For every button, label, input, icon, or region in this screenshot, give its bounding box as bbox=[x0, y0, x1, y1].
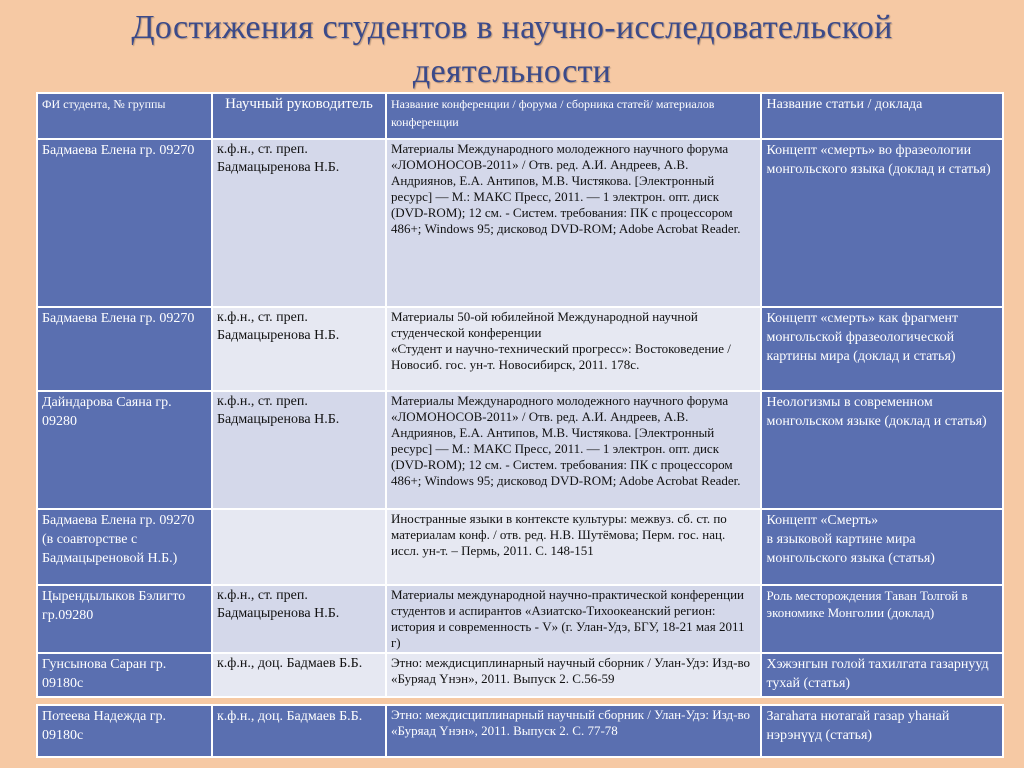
cell-student: Потеева Надежда гр. 09180с bbox=[37, 705, 212, 757]
cell-conference: Этно: междисциплинарный научный сборник / Улан-Удэ: Изд-во «Буряад Үнэн», 2011. Выпуск 2. С.56-59 bbox=[386, 653, 762, 697]
cell-article: Загаhата нютагай газар уhанай нэрэнүүд (статья) bbox=[761, 705, 1003, 757]
cell-supervisor: к.ф.н., доц. Бадмаев Б.Б. bbox=[212, 705, 386, 757]
table-row bbox=[37, 307, 1003, 391]
cell-article: Концепт «смерть» во фразеологии монгольского языка (доклад и статья) bbox=[761, 139, 1003, 307]
cell-student: Гунсынова Саран гр. 09180с bbox=[37, 653, 212, 697]
cell-conference: Материалы 50-ой юбилейной Международной научной студенческой конференции «Студент и научно-технический прогресс»: Востоковедение / Новосиб. гос. ун-т. Новосибирск, 2011. 178с. bbox=[386, 307, 762, 391]
table-row bbox=[37, 391, 1003, 509]
cell-article: Хэжэнгын голой тахилгата газарнууд тухай (статья) bbox=[761, 653, 1003, 697]
achievements-table bbox=[36, 92, 1004, 758]
slide-title bbox=[0, 6, 1024, 94]
cell-conference: Иностранные языки в контексте культуры: межвуз. сб. ст. по материалам конф. / отв. ред. Н.В. Шутёмова; Перм. гос. нац. иссл. ун-т. – Пермь, 2011. С. 148-151 bbox=[386, 509, 762, 585]
cell-supervisor: к.ф.н., ст. преп. Бадмацыренова Н.Б. bbox=[212, 307, 386, 391]
cell-supervisor: к.ф.н., ст. преп. Бадмацыренова Н.Б. bbox=[212, 391, 386, 509]
cell-conference: Материалы Международного молодежного научного форума «ЛОМОНОСОВ-2011» / Отв. ред. А.И. Андреев, А.В. Андриянов, Е.А. Антипов, М.В. Чистякова. [Электронный ресурс] — М.: МАКС Пресс, 2011. — 1 электрон. опт. диск (DVD-ROM); 12 см. - Систем. требования: ПК с процессором 486+; Windows 95; дисковод DVD-ROM; Adobe Acrobat Reader. bbox=[386, 139, 762, 307]
cell-conference: Материалы международной научно-практической конференции студентов и аспирантов «Азиатско-Тихоокеанский регион: история и современность - V» (г. Улан-Удэ, БГУ, 18-21 мая 2011 г) bbox=[386, 585, 762, 653]
cell-student: Бадмаева Елена гр. 09270 bbox=[37, 307, 212, 391]
cell-supervisor bbox=[212, 509, 386, 585]
table-row bbox=[37, 653, 1003, 697]
header-conference: Название конференции / форума / сборника статей/ материалов конференции bbox=[386, 93, 762, 139]
table-row bbox=[37, 509, 1003, 585]
table-header-row bbox=[37, 93, 1003, 139]
cell-article: Роль месторождения Таван Толгой в экономике Монголии (доклад) bbox=[761, 585, 1003, 653]
header-article: Название статьи / доклада bbox=[761, 93, 1003, 139]
table-row bbox=[37, 705, 1003, 757]
cell-supervisor: к.ф.н., доц. Бадмаев Б.Б. bbox=[212, 653, 386, 697]
cell-supervisor: к.ф.н., ст. преп. Бадмацыренова Н.Б. bbox=[212, 585, 386, 653]
header-supervisor: Научный руководитель bbox=[212, 93, 386, 139]
table-row bbox=[37, 139, 1003, 307]
header-student: ФИ студента, № группы bbox=[37, 93, 212, 139]
slide-title-text: Достижения студентов в научно-исследовательской деятельности bbox=[131, 9, 893, 90]
cell-conference: Этно: междисциплинарный научный сборник / Улан-Удэ: Изд-во «Буряад Үнэн», 2011. Выпуск 2. С. 77-78 bbox=[386, 705, 762, 757]
table-row bbox=[37, 585, 1003, 653]
cell-article: Концепт «смерть» как фрагмент монгольской фразеологической картины мира (доклад и статья) bbox=[761, 307, 1003, 391]
cell-student: Дайндарова Саяна гр. 09280 bbox=[37, 391, 212, 509]
cell-conference: Материалы Международного молодежного научного форума «ЛОМОНОСОВ-2011» / Отв. ред. А.И. Андреев, А.В. Андриянов, Е.А. Антипов, М.В. Чистякова. [Электронный ресурс] — М.: МАКС Пресс, 2011. — 1 электрон. опт. диск (DVD-ROM); 12 см. - Систем. требования: ПК с процессором 486+; Windows 95; дисковод DVD-ROM; Adobe Acrobat Reader. bbox=[386, 391, 762, 509]
cell-supervisor: к.ф.н., ст. преп. Бадмацыренова Н.Б. bbox=[212, 139, 386, 307]
table-spacer bbox=[37, 697, 1003, 705]
cell-student: Бадмаева Елена гр. 09270 bbox=[37, 139, 212, 307]
cell-student: Бадмаева Елена гр. 09270 (в соавторстве с Бадмацыреновой Н.Б.) bbox=[37, 509, 212, 585]
cell-article: Неологизмы в современном монгольском языке (доклад и статья) bbox=[761, 391, 1003, 509]
cell-student: Цырендылыков Бэлигто гр.09280 bbox=[37, 585, 212, 653]
cell-article: Концепт «Смерть» в языковой картине мира монгольского языка (статья) bbox=[761, 509, 1003, 585]
